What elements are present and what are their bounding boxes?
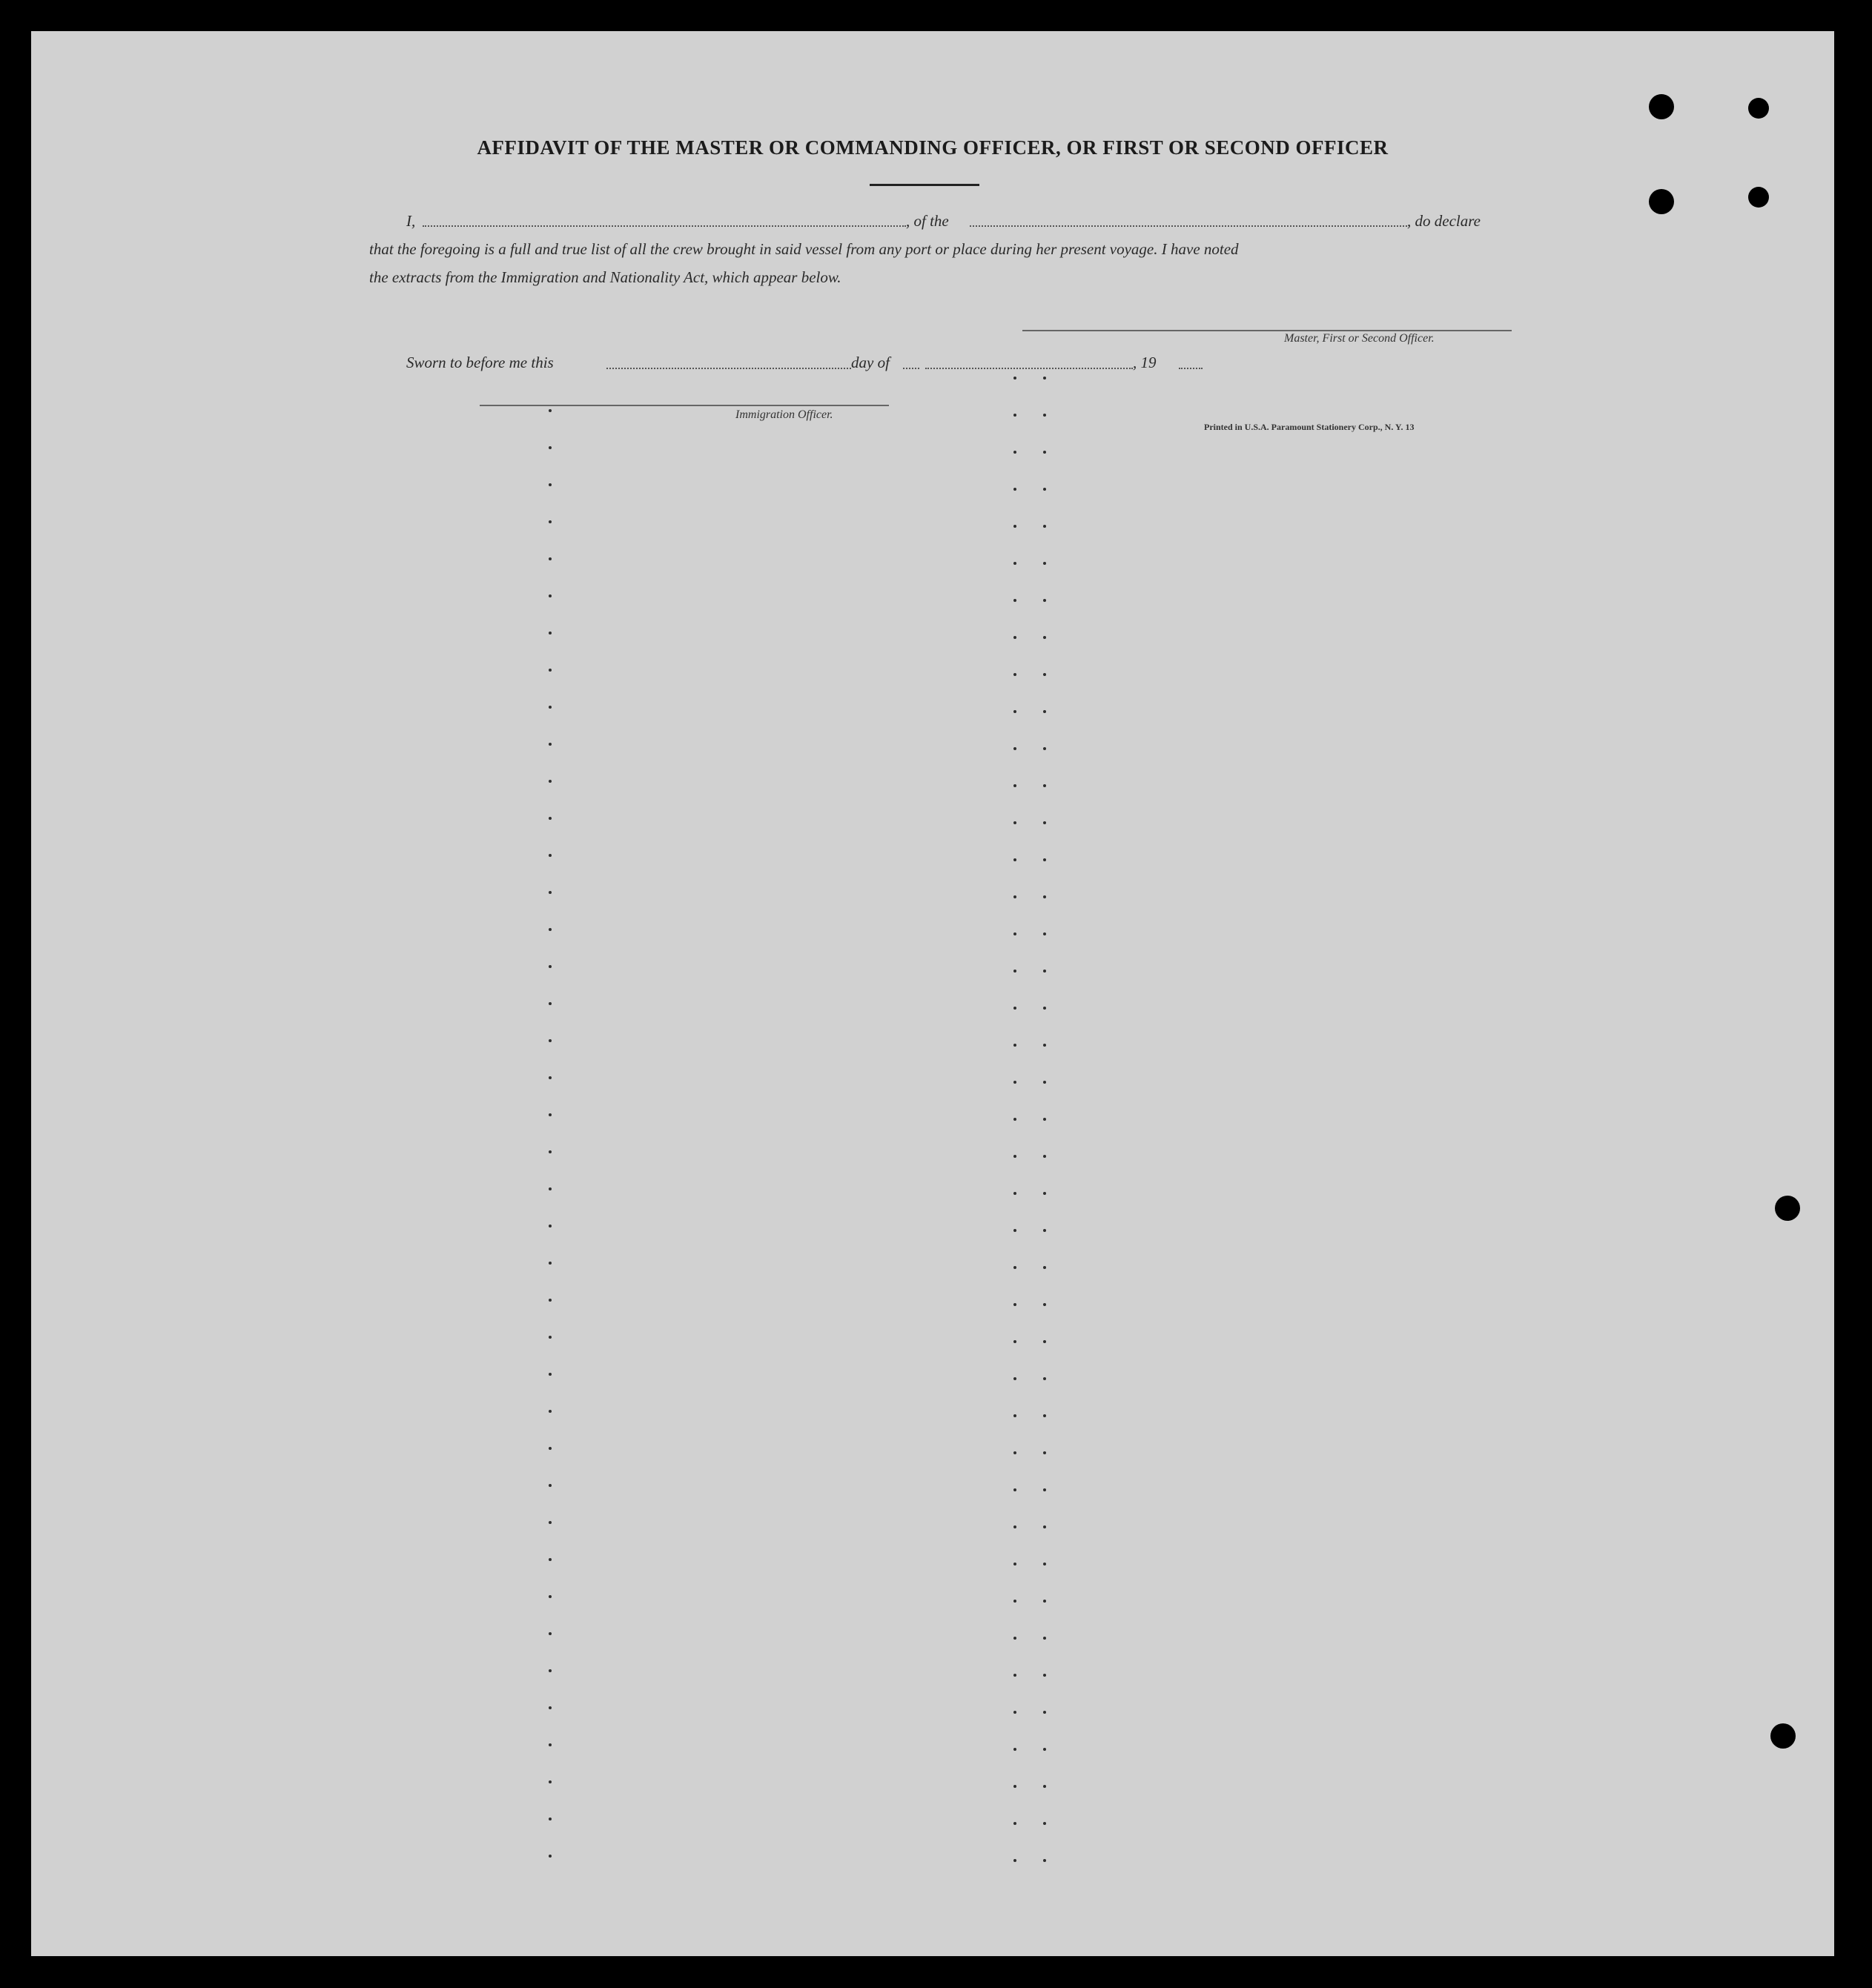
name-blank[interactable]: [423, 225, 906, 227]
immigration-officer-signature-line[interactable]: [480, 405, 889, 406]
punch-hole: [1649, 189, 1674, 214]
sworn-year-prefix: , 19: [1133, 354, 1157, 371]
column-dot: [549, 1558, 552, 1561]
column-dot: [549, 483, 552, 486]
column-dot: [1013, 599, 1016, 602]
column-dot: [1013, 1081, 1016, 1084]
declaration-lead: I,: [406, 212, 416, 230]
column-dot: [549, 1262, 552, 1265]
column-dot: [1043, 1600, 1046, 1603]
column-dot: [1013, 1155, 1016, 1158]
column-dot: [1013, 1822, 1016, 1825]
sworn-month-blank-a[interactable]: [903, 368, 919, 369]
column-dot: [549, 1113, 552, 1116]
column-dots-mid-a: [1013, 377, 1016, 1877]
column-dot: [1013, 784, 1016, 787]
column-dots-mid-b: [1043, 377, 1046, 1877]
master-signature-line[interactable]: [1022, 330, 1512, 331]
column-dot: [1013, 1118, 1016, 1121]
column-dot: [1013, 1637, 1016, 1640]
column-dot: [549, 1484, 552, 1487]
punch-hole: [1775, 1196, 1800, 1221]
column-dot: [1013, 1674, 1016, 1677]
column-dot: [1013, 562, 1016, 565]
column-dot: [1043, 488, 1046, 491]
column-dot: [1043, 1451, 1046, 1454]
column-dot: [1043, 599, 1046, 602]
punch-hole: [1649, 94, 1674, 119]
immigration-officer-label: Immigration Officer.: [735, 408, 833, 421]
column-dot: [549, 1187, 552, 1190]
column-dot: [1043, 1377, 1046, 1380]
declaration-of-the: , of the: [906, 212, 949, 230]
column-dot: [1043, 932, 1046, 935]
column-dot: [1043, 1007, 1046, 1010]
column-dot: [1043, 1266, 1046, 1269]
column-dot: [1013, 1303, 1016, 1306]
column-dot: [1013, 451, 1016, 454]
declaration-do-declare: , do declare: [1407, 212, 1481, 230]
column-dot: [549, 817, 552, 820]
column-dot: [549, 1076, 552, 1079]
declaration-line-2: that the foregoing is a full and true list of all the crew brought in said vessel from any port or place during her present voyage. I have noted: [369, 240, 1239, 258]
column-dot: [1013, 1785, 1016, 1788]
column-dot: [549, 1632, 552, 1635]
column-dot: [549, 446, 552, 449]
column-dot: [1043, 1674, 1046, 1677]
column-dot: [1043, 858, 1046, 861]
column-dot: [549, 891, 552, 894]
column-dot: [1013, 525, 1016, 528]
sworn-month-blank[interactable]: [925, 368, 1133, 369]
column-dot: [1013, 821, 1016, 824]
column-dot: [1043, 1488, 1046, 1491]
column-dot: [549, 1225, 552, 1227]
sworn-day-blank[interactable]: [606, 368, 851, 369]
column-dot: [549, 1447, 552, 1450]
column-dot: [549, 557, 552, 560]
column-dot: [1043, 784, 1046, 787]
column-dot: [1043, 377, 1046, 380]
title-underline: [870, 184, 979, 186]
column-dot: [1013, 1340, 1016, 1343]
column-dot: [1013, 377, 1016, 380]
column-dot: [549, 706, 552, 709]
punch-hole: [1770, 1723, 1796, 1749]
column-dot: [1013, 1711, 1016, 1714]
column-dot: [549, 928, 552, 931]
column-dot: [1043, 1748, 1046, 1751]
column-dot: [1013, 414, 1016, 417]
column-dot: [1043, 970, 1046, 973]
column-dot: [1043, 1525, 1046, 1528]
column-dot: [1013, 1748, 1016, 1751]
column-dot: [1043, 525, 1046, 528]
sworn-day-of: day of: [851, 354, 890, 371]
column-dot: [1013, 1488, 1016, 1491]
column-dot: [1043, 1044, 1046, 1047]
column-dot: [549, 1855, 552, 1858]
column-dot: [549, 1669, 552, 1672]
column-dot: [1013, 1266, 1016, 1269]
column-dot: [1013, 1600, 1016, 1603]
column-dot: [549, 632, 552, 634]
column-dot: [1013, 1451, 1016, 1454]
column-dot: [1043, 710, 1046, 713]
column-dot: [1013, 1414, 1016, 1417]
column-dot: [549, 1002, 552, 1005]
column-dot: [1043, 1785, 1046, 1788]
column-dot: [1043, 747, 1046, 750]
column-dot: [1013, 1525, 1016, 1528]
column-dot: [1013, 932, 1016, 935]
column-dot: [1043, 1229, 1046, 1232]
column-dot: [1043, 673, 1046, 676]
sworn-lead: Sworn to before me this: [406, 354, 554, 371]
column-dot: [1043, 1340, 1046, 1343]
column-dot: [549, 1336, 552, 1339]
column-dot: [1043, 1563, 1046, 1565]
column-dot: [1043, 1822, 1046, 1825]
column-dot: [549, 743, 552, 746]
column-dot: [1043, 1303, 1046, 1306]
column-dot: [549, 965, 552, 968]
column-dot: [549, 1373, 552, 1376]
column-dot: [1043, 1118, 1046, 1121]
column-dot: [1013, 1044, 1016, 1047]
column-dot: [549, 1299, 552, 1302]
column-dot: [1043, 1192, 1046, 1195]
column-dot: [1043, 1081, 1046, 1084]
column-dot: [549, 1150, 552, 1153]
column-dot: [1043, 636, 1046, 639]
column-dot: [1013, 636, 1016, 639]
column-dot: [1043, 1155, 1046, 1158]
document-page: [31, 31, 1834, 1956]
column-dot: [549, 1780, 552, 1783]
punch-hole: [1748, 187, 1769, 208]
column-dot: [1013, 895, 1016, 898]
vessel-blank[interactable]: [970, 225, 1407, 227]
column-dot: [1043, 562, 1046, 565]
column-dot: [549, 854, 552, 857]
column-dot: [1013, 1229, 1016, 1232]
column-dot: [1013, 710, 1016, 713]
column-dot: [549, 520, 552, 523]
column-dot: [549, 1818, 552, 1820]
column-dot: [1043, 414, 1046, 417]
column-dot: [549, 1706, 552, 1709]
column-dot: [549, 594, 552, 597]
column-dot: [1013, 488, 1016, 491]
declaration-line-3: the extracts from the Immigration and Nationality Act, which appear below.: [369, 268, 841, 286]
column-dot: [1043, 821, 1046, 824]
printer-imprint: Printed in U.S.A. Paramount Stationery Corp., N. Y. 13: [1204, 422, 1415, 432]
column-dot: [549, 1410, 552, 1413]
column-dot: [1013, 858, 1016, 861]
column-dot: [1013, 1859, 1016, 1862]
column-dot: [1013, 1377, 1016, 1380]
column-dot: [549, 1595, 552, 1598]
column-dot: [549, 1521, 552, 1524]
column-dot: [549, 669, 552, 672]
column-dot: [1013, 673, 1016, 676]
column-dots-left: [549, 409, 552, 1877]
column-dot: [549, 1039, 552, 1042]
column-dot: [549, 780, 552, 783]
affidavit-title: AFFIDAVIT OF THE MASTER OR COMMANDING OFFICER, OR FIRST OR SECOND OFFICER: [477, 136, 1389, 159]
column-dot: [1043, 1637, 1046, 1640]
column-dot: [1043, 451, 1046, 454]
column-dot: [1043, 1711, 1046, 1714]
master-signature-label: Master, First or Second Officer.: [1284, 332, 1435, 345]
column-dot: [1013, 1192, 1016, 1195]
column-dot: [549, 409, 552, 412]
column-dot: [1043, 1414, 1046, 1417]
column-dot: [1043, 895, 1046, 898]
column-dot: [1013, 1007, 1016, 1010]
punch-hole: [1748, 98, 1769, 119]
column-dot: [1013, 970, 1016, 973]
sworn-year-blank[interactable]: [1179, 368, 1203, 369]
column-dot: [1013, 747, 1016, 750]
column-dot: [1013, 1563, 1016, 1565]
column-dot: [1043, 1859, 1046, 1862]
column-dot: [549, 1743, 552, 1746]
